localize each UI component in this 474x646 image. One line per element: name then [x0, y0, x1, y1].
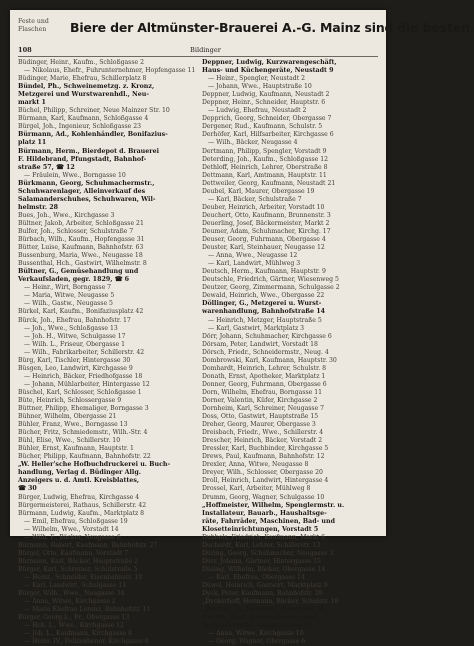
directory-entry: Dressler, Karl, Buchbinder, Kirchgasse 5	[202, 445, 329, 453]
directory-entry: Deubel, Karl, Maurer, Obergasse 19	[202, 187, 315, 195]
directory-entry: Deppner, Ludwig, Kaufmann, Neustadt 2	[202, 91, 330, 99]
directory-entry: „W. Heller'sche Hofbuchdruckerei u. Buch-	[18, 461, 171, 469]
directory-entry: — Wilh., Fabrikarbeiter, Schillerstr. 42	[24, 348, 145, 356]
directory-entry: Domhardt, Heinrich, Lehrer, Schulstr. 8	[202, 364, 327, 372]
directory-entry: Bürger, Karl, Schreiner, Schulstraße 5	[18, 565, 138, 573]
right-column	[202, 59, 380, 646]
directory-entry: warenhandlung, Bahnhofstraße 14	[202, 308, 326, 316]
directory-entry: Bürgermeisterei, Rathaus, Schillerstr. 42	[18, 501, 147, 509]
directory-entry: — Karl, Landwirt, Schulgasse 11	[24, 582, 127, 590]
directory-entry: — Heinr., Schneider, Eisenbahnstr. 10	[24, 574, 143, 581]
directory-entry: Dürr, Johann, Gärtner, Hintergasse 15	[202, 557, 321, 565]
directory-entry: Büchel, Philipp, Schreiner, Neue Mainzer Str. 10	[18, 107, 170, 115]
directory-entry: Dörsch, Friedr., Schneidermstr., Neug. 4	[202, 348, 329, 356]
directory-entry: Deumer, Adam, Schuhmacher, Kirchg. 17	[202, 227, 331, 235]
directory-entry: markt 1	[18, 99, 46, 107]
directory-entry: — Wilh., Gastw., Neugasse 5	[24, 300, 113, 308]
directory-entry: — Johann, Wwe., Hauptstraße 10	[208, 83, 312, 91]
directory-entry: Anzeigers u. d. Amtl. Kreisblattes,	[18, 477, 140, 485]
directory-entry: Schuhwarenlager, Alleinverkauf des	[18, 187, 146, 195]
directory-entry: Deterding, Joh., Kaufm., Schloßgasse 12	[202, 155, 329, 163]
directory-entry: Donner, Georg, Fuhrmann, Obergasse 6	[202, 380, 327, 388]
directory-entry: Bühler, Franz, Wwe., Borngasse 13	[18, 421, 128, 429]
directory-entry: „Backel, G., Bäckerei, Neustadt 16	[202, 606, 325, 614]
directory-entry: Bürmann, Karl, Kaufmann, Schloßgasse 4	[18, 115, 149, 123]
directory-entry: — Karl, Ehefrau, Obergasse 14	[208, 574, 305, 581]
directory-entry: Düsing, Wilhelm, Bäcker, Obergasse 14	[202, 565, 326, 573]
directory-entry: Klosetteinrichtungen, Vorstadt 5	[202, 525, 319, 533]
directory-entry: Bücher, Fritz, Schmiedemstr., Wilh.-Str. 4	[18, 429, 148, 437]
directory-entry: Deppner, Ludwig, Kurzwarengeschäft,	[202, 59, 337, 66]
directory-entry: Bürmann, Herm., Bierdepot d. Brauerei	[18, 147, 159, 155]
directory-entry: platz 11	[18, 139, 47, 147]
ad-side-line: Feste und	[18, 18, 49, 25]
directory-entry: Dörr, Johann, Schuhmacher, Kirchgasse 6	[202, 332, 332, 340]
directory-entry: Düwel, Heinrich, Gastwirt, Marktplatz 9	[202, 582, 328, 590]
directory-entry: Büte, Heinrich, Schlossergasse 9	[18, 396, 122, 404]
directory-entry: — Fräulein, Wwe., Borngasse 10	[24, 171, 126, 179]
directory-entry: Bücher, Philipp, Kaufmann, Bahnhofstr. 22	[18, 453, 151, 461]
directory-entry: Deutzer, Georg, Zimmermann, Schulgasse 2	[202, 284, 340, 292]
directory-entry: Bültner, G., Gemüsehandlung und	[18, 268, 139, 276]
directory-entry: — Maria, Witwe, Neugasse 5	[24, 292, 115, 300]
directory-entry: Bürgel, Otto, Kaufmann, Vorstadt 7	[18, 549, 129, 557]
directory-entry: — Heinrich, Metzger, Hauptstraße 5	[208, 316, 322, 324]
directory-entry: Bürmann, Ad., Kohlenhändler, Bonifazius-	[18, 131, 168, 139]
directory-entry: Bühner, Wilhelm, Obergasse 21	[18, 413, 117, 421]
directory-entry: Doss, Otto, Gastwirt, Hauptstraße 15	[202, 413, 319, 421]
directory-entry: Bürg, Karl, Tischler, Hintergasse 30	[18, 356, 131, 364]
directory-entry: „Dyckerhoff, Hermann, Bäcker, Schulstr. 18	[202, 598, 339, 606]
directory-entry: Donath, Ernst, Apotheker, Marktplatz 1	[202, 372, 326, 380]
directory-entry: Bütter, Luise, Kaufmann, Bahnhofstr. 63	[18, 244, 144, 252]
directory-entry: — Joh. H., Witwe, Schulgasse 17	[24, 332, 126, 340]
directory-entry: Bündel, Ph., Schweinemetzg. z. Kronz,	[18, 83, 155, 91]
header-rule	[18, 56, 378, 57]
directory-entry: Bussenthal, Hch., Gastwirt, Wilhelmstr. 8	[18, 260, 147, 268]
advertisement-banner	[18, 18, 474, 44]
directory-entry: Metzgerei und Wurstwarenhdl., Neu-	[18, 91, 150, 99]
running-head: Bildinger	[190, 46, 221, 54]
directory-entry: Haus- und Küchengeräte, Neustadt 9	[202, 67, 334, 75]
directory-entry: Dettweiler, Georg, Kaufmann, Neustadt 21	[202, 179, 336, 187]
directory-entry: Derhöfer, Karl, Hilfsarbeiter, Kirchgasse 6	[202, 131, 334, 139]
directory-entry: F. Hildebrand, Pfungstadt, Bahnhof-	[18, 155, 147, 163]
directory-entry: Salamanderschuhes, Schuhwaren, Wil-	[18, 195, 156, 203]
directory-entry: Dreisbach, Friedr., Wwe., Schillerstr. 4	[202, 429, 324, 437]
directory-entry: Deuerling, Josef, Bäckermeister, Markt 2	[202, 219, 330, 227]
directory-entry: — Heinr. IV., Polizeidiener, Kirchgasse 8	[24, 638, 149, 646]
directory-entry: Düring, Georg, Schuhmacher, Neugasse 3	[202, 549, 334, 557]
directory-entry: — Georg, Wagner, Obergasse 6	[208, 638, 306, 646]
directory-entry: Droll, Heinrich, Landwirt, Hintergasse 4	[202, 477, 329, 485]
directory-entry: Drescher, Heinrich, Bäcker, Vorstadt 2	[202, 437, 323, 445]
directory-entry: Duchardt, Karl, Lehrer, Schillerstr. 13	[202, 541, 321, 549]
directory-entry: Bürmann, Karl, Bäcker, Hauptstraße 2	[18, 557, 139, 565]
directory-entry: Deuchert, Otto, Kaufmann, Brunnenstr. 3	[202, 211, 331, 219]
directory-entry: Döllinger, G., Metzgerei u. Wurst-	[202, 300, 322, 308]
directory-entry: Bulfer, Joh., Schlosser, Schulstraße 7	[18, 227, 134, 235]
directory-entry: Drumm, Georg, Wagner, Schulgasse 10	[202, 493, 325, 501]
directory-entry: Büdinger, Marie, Ehefrau, Schillerplatz 8	[18, 75, 147, 83]
directory-entry: — Heinr., Wirt, Borngasse 7	[24, 284, 112, 292]
directory-entry: Deutschle, Friedrich, Gärtner, Wiesenweg 5	[202, 276, 339, 284]
page-header	[18, 46, 380, 55]
left-column	[18, 59, 196, 646]
directory-entry: Büdinger, Heinr., Kaufm., Schloßgasse 2	[18, 59, 144, 66]
directory-entry: — Joh., Wwe., Schloßgasse 13	[24, 324, 118, 332]
directory-entry: Dettmann, Karl, Amtmann, Hauptstr. 11	[202, 171, 327, 179]
ad-headline: Biere der Altmünster-Brauerei A.-G. Mainz sind die besten.	[70, 20, 474, 35]
directory-entry: — Wilh., Bäcker, Neugasse 4	[208, 139, 298, 147]
directory-entry: „Hoffmeister, Wilhelm, Spenglermstr. u.	[202, 501, 345, 509]
directory-entry: Dreyer, Wilh., Schlosser, Obergasse 20	[202, 469, 323, 477]
ad-side-note	[18, 18, 66, 33]
directory-entry: Deuber, Heinrich, Arbeiter, Vorstadt 10	[202, 203, 325, 211]
directory-entry: Drossel, Karl, Arbeiter, Mühlweg 8	[202, 485, 311, 493]
directory-entry: — Wilh. F., Bäcker, Neugasse 6	[24, 533, 121, 541]
directory-entry: Bürger, Ludwig, Ehefrau, Kirchgasse 4	[18, 493, 140, 501]
directory-entry: — Wilhelm, Wwe., Vorstadt 14	[24, 525, 119, 533]
directory-entry: — Nikolaus, Ehefr., Fuhrunternehmer, Hopfengasse 11	[24, 67, 196, 75]
directory-entry: handlung, Verlag d. Büdinger Allg.	[18, 469, 141, 477]
directory-entry: helmstr. 28	[18, 203, 58, 211]
directory-entry: Drexler, Anna, Witwe, Neugasse 8	[202, 461, 309, 469]
directory-entry: straße 57, ☎ 12	[18, 163, 75, 171]
directory-entry: — Anna, Witwe, Kirchgasse 10	[208, 630, 304, 638]
directory-entry: Dethloff, Heinrich, Lehrer, Oberstraße 8	[202, 163, 328, 171]
directory-entry: — Joh. L., Kaufmann, Kirchgasse 8	[24, 630, 133, 638]
directory-entry: Dergener, Rud., Kaufmann, Schulstr. 5	[202, 123, 323, 131]
directory-entry: Dubbels, Friedrich, Kaufmann, Markt 6	[202, 533, 326, 541]
directory-entry: Dertmann, Philipp, Spengler, Vorstadt 9	[202, 147, 327, 155]
directory-entry: Verkaufsladen, gegr. 1829, ☎ 6	[18, 276, 130, 284]
directory-entry: Bühler, Ernst, Kaufmann, Hauptstr. 1	[18, 445, 134, 453]
directory-entry: — Karl, Bäcker, Schulstraße 7	[208, 195, 302, 203]
directory-entry: Installateur, Bauarb., Haushaltsge-	[202, 509, 327, 517]
directory-entry: Bürger, Wilh., Wwe., Neugasse 34	[18, 590, 125, 598]
directory-entry: Bussenburg, Maria, Wwe., Neugasse 18	[18, 252, 143, 260]
directory-entry: Deuster, Karl, Steinhauer, Neugasse 12	[202, 244, 325, 252]
directory-entry: Bues, Joh., Wwe., Kirchgasse 3	[18, 211, 115, 219]
directory-entry: — Karl, Gastwirt, Marktplatz 3	[208, 324, 305, 332]
directory-entry: — Emil, Ehefrau, Schloßgasse 19	[24, 517, 128, 525]
directory-entry: — Heinr., Spengler, Neustadt 2	[208, 75, 306, 83]
directory-entry: Dewald, Heinrich, Wwe., Obergasse 22	[202, 292, 325, 300]
directory-entry: — Karl, Landwirt, Mühlweg 3	[208, 260, 301, 268]
ad-side-line: Flaschen	[18, 25, 47, 33]
directory-entry: Depprich, Georg, Schneider, Obergasse 7	[202, 115, 332, 123]
directory-page	[10, 10, 474, 646]
directory-entry: — Johann, Mühlarbeiter, Hintergasse 12	[24, 380, 150, 388]
directory-entry: Bürmann, Robert, Kaufmann, Bahnhofstr. 27	[18, 541, 158, 549]
directory-entry: Drews, Paul, Kaufmann, Bahnhofstr. 12	[202, 453, 325, 461]
directory-entry: Bühl, Elise, Wwe., Schillerstr. 10	[18, 437, 121, 445]
page-number: 108	[18, 46, 32, 54]
directory-entry: Büsgen, Leo, Landwirt, Kirchgasse 9	[18, 364, 133, 372]
directory-entry: — Hch. L., Wwe., Kirchgasse 12	[24, 622, 124, 630]
directory-entry: Bürck, Joh., Ehefrau, Bahnhofstr. 17	[18, 316, 131, 324]
directory-entry: Dorn, Wilhelm, Ehefrau, Borngasse 11	[202, 388, 323, 396]
directory-entry: Bürger, Georg L., Fr., Obergasse 13	[18, 614, 130, 622]
directory-entry: — Maria Ehefrau Lorenz, Bahnhofstr. 11	[24, 606, 151, 614]
directory-entry: Dreher, Georg, Maurer, Obergasse 3	[202, 421, 316, 429]
directory-entry: Dörsam, Peter, Landwirt, Vorstadt 18	[202, 340, 318, 348]
directory-entry: Büttner, Philipp, Ehemaliger, Borngasse 3	[18, 405, 149, 413]
directory-entry: Deuser, Georg, Fuhrmann, Obergasse 4	[202, 236, 326, 244]
directory-entry: Bürmann, Ludwig, Kaufm., Marktplatz 8	[18, 509, 145, 517]
directory-entry: Dorner, Valentin, Küfer, Kirchgasse 2	[202, 396, 318, 404]
directory-entry: — Anna, Wwe., Neugasse 12	[208, 252, 298, 260]
directory-entry: Bültner, Jakob, Arbeiter, Schloßgasse 21	[18, 219, 144, 227]
directory-entry: Dyck, Peter, Kaufmann, Bahnhofstr. 20	[202, 590, 323, 598]
directory-entry: Dornheim, Karl, Schreiner, Neugasse 7	[202, 405, 325, 413]
directory-entry: — Ludwig, Ehefrau, Neustadt 2	[208, 107, 307, 115]
directory-entry: Bürbach, Wilh., Kaufm., Hopfengasse 31	[18, 236, 145, 244]
directory-entry: Bürkle, Karl, Kolonialwaren und	[202, 614, 317, 622]
directory-entry: Dombrowski, Karl, Kaufmann, Hauptstr. 30	[202, 356, 337, 364]
directory-entry: Bürkmann, Georg, Schuhmachermstr.,	[18, 179, 155, 187]
directory-entry: Verkaufsstelle, Hauptstraße 26	[202, 622, 313, 630]
directory-entry: räte, Fahrräder, Maschinen, Bad- und	[202, 517, 335, 525]
directory-entry: ☎ 30	[18, 485, 37, 493]
directory-entry: — Anna, Witwe, Kirchgasse 2	[24, 598, 116, 606]
directory-entry: — Wilh. L., Friseur, Obergasse 1	[24, 340, 126, 348]
directory-entry: Deppner, Heinr., Schneider, Hauptstr. 6	[202, 99, 326, 107]
directory-entry: Deutsch, Herm., Kaufmann, Hauptstr. 9	[202, 268, 326, 276]
directory-entry: Büschel, Karl, Schlosser, Schloßgasse 1	[18, 388, 142, 396]
directory-entry: — Heinrich, Bäcker, Friedhofgasse 18	[24, 372, 143, 380]
directory-entry: Bürgel, Joh., Ingenieur, Schloßgasse 23	[18, 123, 142, 131]
directory-entry: Bürkel, Karl, Kaufm., Bonifaziusplatz 42	[18, 308, 144, 316]
